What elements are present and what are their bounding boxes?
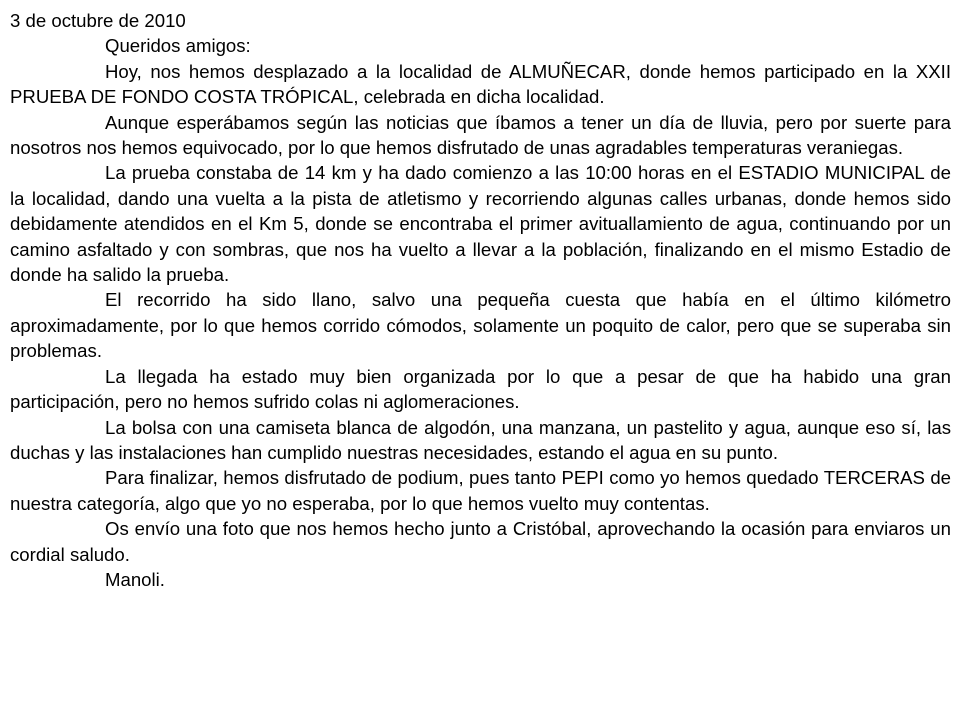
paragraph-location: Hoy, nos hemos desplazado a la localidad de ALMUÑECAR, donde hemos participado en la XXII PRUEBA DE FONDO COSTA TRÓPICAL, celebrada en dicha localidad. [10,60,951,108]
paragraph-bag: La bolsa con una camiseta blanca de algodón, una manzana, un pastelito y agua, aunque eso sí, las duchas y las instalaciones han cumplido nuestras necesidades, estando el agua en su punto. [10,416,951,463]
paragraph-weather: Aunque esperábamos según las noticias que íbamos a tener un día de lluvia, pero por suerte para nosotros nos hemos equivocado, por lo que hemos disfrutado de unas agradables temperaturas veraniegas. [10,111,951,159]
paragraph-route: La prueba constaba de 14 km y ha dado comienzo a las 10:00 horas en el ESTADIO MUNICIPAL de la localidad, dando una vuelta a la pista de atletismo y recorriendo algunas calles urbanas, donde hemos sido debidamente atendidos en el Km 5, donde se encontraba el primer avituallamiento de agua, continuando por un camino asfaltado y con sombras, que nos ha vuelto a llevar a la población, finalizando en el mismo Estadio de donde ha salido la prueba. [10,162,951,286]
paragraph-podium: Para finalizar, hemos disfrutado de podium, pues tanto PEPI como yo hemos quedado TERCERAS de nuestra categoría, algo que yo no esperaba, por lo que hemos vuelto muy contentas. [10,467,951,514]
letter-greeting: Queridos amigos: [105,35,251,57]
paragraph-arrival: La llegada ha estado muy bien organizada por lo que a pesar de que ha habido una gran participación, pero no hemos sufrido colas ni aglomeraciones. [10,365,951,413]
letter-signature: Manoli. [105,568,165,590]
paragraph-farewell: Os envío una foto que nos hemos hecho junto a Cristóbal, aprovechando la ocasión para enviaros un cordial saludo. [10,518,951,565]
paragraph-course: El recorrido ha sido llano, salvo una pequeña cuesta que había en el último kilómetro aproximadamente, por lo que hemos corrido cómodos, solamente un poquito de calor, pero que se superaba sin problemas. [10,289,951,362]
letter-date: 3 de octubre de 2010 [10,10,186,31]
letter-page [10,8,951,592]
